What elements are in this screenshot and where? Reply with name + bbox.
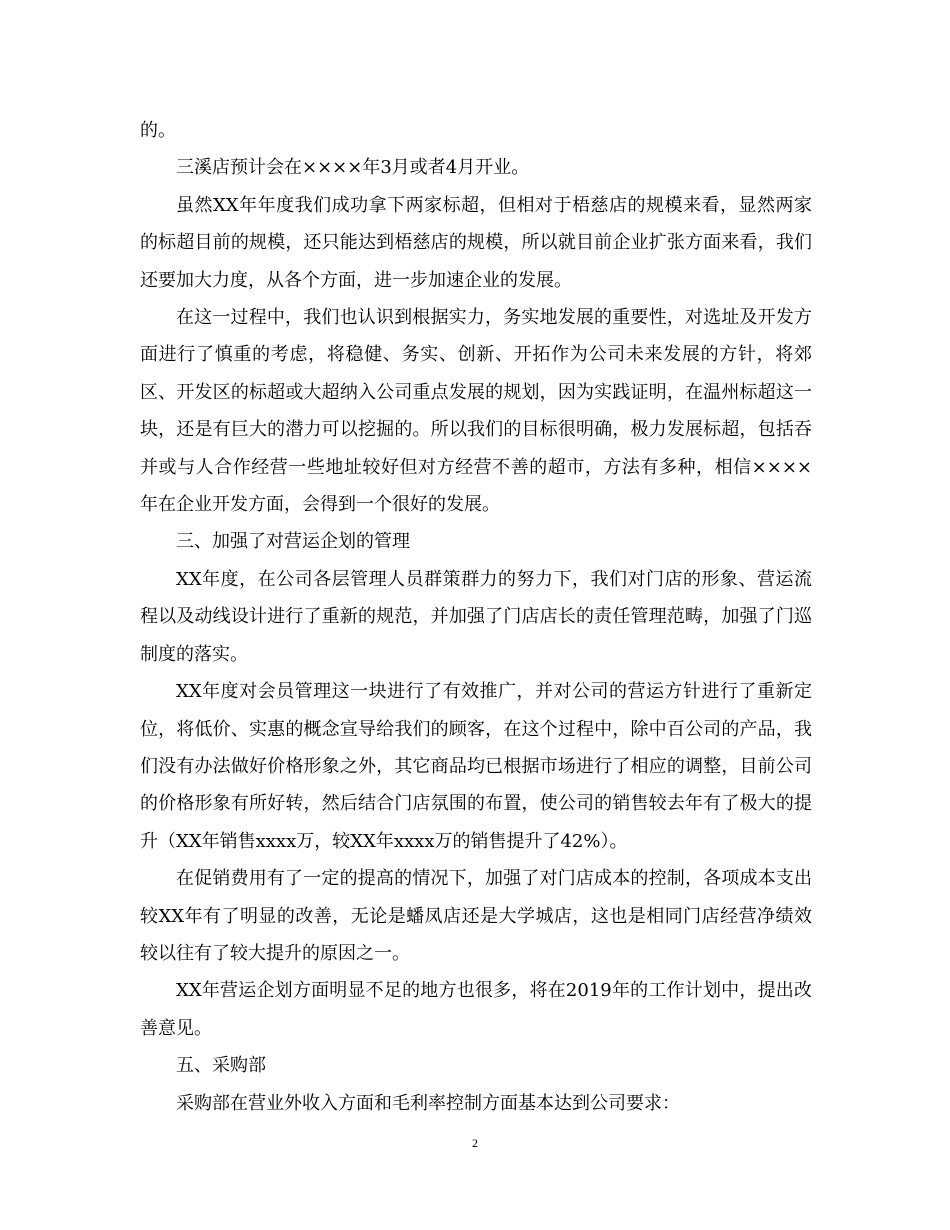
paragraph-cost-control: 在促销费用有了一定的提高的情况下，加强了对门店成本的控制，各项成本支出较XX年有了明显的改善，无论是蟠凤店还是大学城店，这也是相同门店经营净绩效较以往有了较大提升的原因之一。 <box>140 868 812 964</box>
paragraph-development-strategy: 在这一过程中，我们也认识到根据实力，务实地发展的重要性，对选址及开发方面进行了慎重的考虑，将稳健、务实、创新、开拓作为公司未来发展的方针，将郊区、开发区的标超或大超纳入公司重点发展的规划，因为实践证明，在温州标超这一块，还是有巨大的潜力可以挖掘的。所以我们的目标很明确，极力发展标超，包括吞并或与人合作经营一些地址较好但对方经营不善的超市，方法有多种，相信××××年在企业开发方面，会得到一个很好的发展。 <box>140 307 812 516</box>
paragraph-improvement-plan: XX年营运企划方面明显不足的地方也很多，将在2019年的工作计划中，提出改善意见。 <box>140 980 812 1039</box>
paragraph-expansion: 虽然XX年年度我们成功拿下两家标超，但相对于梧慈店的规模来看，显然两家的标超目前的规模，还只能达到梧慈店的规模，所以就目前企业扩张方面来看，我们还要加大力度，从各个方面，进一步加速企业的发展。 <box>140 194 812 291</box>
page-number: 2 <box>472 1136 478 1150</box>
paragraph-purchasing-summary: 采购部在营业外收入方面和毛利率控制方面基本达到公司要求： <box>176 1092 680 1114</box>
paragraph-membership-pricing: XX年度对会员管理这一块进行了有效推广，并对公司的营运方针进行了重新定位，将低价、实惠的概念宣导给我们的顾客，在这个过程中，除中百公司的产品，我们没有办法做好价格形象之外，其它商品均已根据市场进行了相应的调整，目前公司的价格形象有所好转，然后结合门店氛围的布置，使公司的销售较去年有了极大的提升（XX年销售xxxx万，较XX年xxxx万的销售提升了42%）。 <box>140 681 812 852</box>
section-heading-operations: 三、加强了对营运企划的管理 <box>176 531 410 553</box>
document-body <box>140 112 812 1122</box>
paragraph-sanxi-store-opening: 三溪店预计会在××××年3月或者4月开业。 <box>176 157 530 179</box>
paragraph-continuation: 的。 <box>140 120 176 141</box>
section-heading-purchasing: 五、采购部 <box>176 1055 266 1077</box>
paragraph-store-standards: XX年度，在公司各层管理人员群策群力的努力下，我们对门店的形象、营运流程以及动线设计进行了重新的规范，并加强了门店店长的责任管理范畴，加强了门巡制度的落实。 <box>140 568 812 665</box>
